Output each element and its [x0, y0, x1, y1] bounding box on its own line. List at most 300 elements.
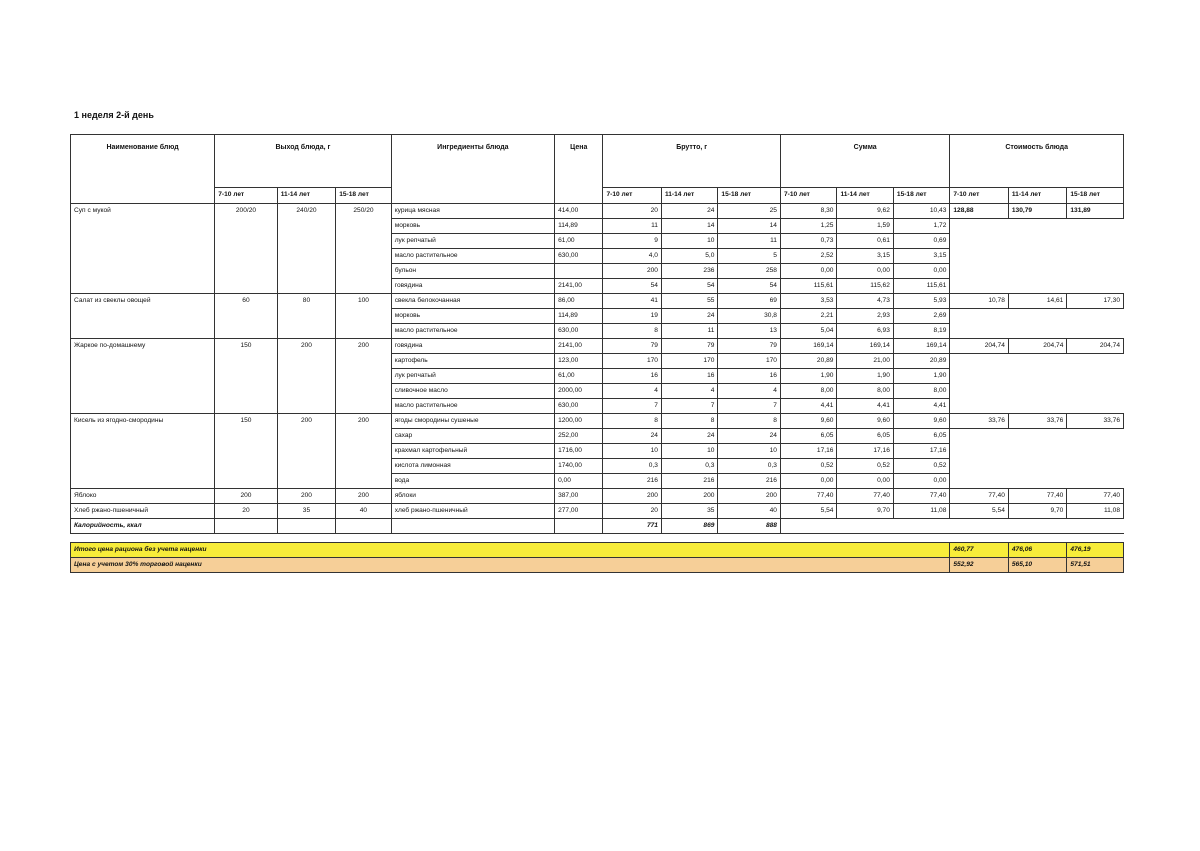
empty-cell [1067, 234, 1124, 249]
dish-cost-cell: 11,08 [1067, 504, 1124, 519]
sum-cell: 77,40 [893, 489, 949, 504]
sum-cell: 3,15 [893, 249, 949, 264]
calories-row [71, 519, 1124, 534]
sum-cell: 8,00 [893, 384, 949, 399]
sum-cell: 3,53 [780, 294, 836, 309]
sum-cell: 20,89 [780, 354, 836, 369]
ingredient-cell: говядина [391, 279, 554, 294]
empty-cell [1008, 279, 1066, 294]
ingredient-cell: свекла белокочанная [391, 294, 554, 309]
yield-cell: 100 [336, 294, 391, 339]
empty-cell [1067, 219, 1124, 234]
brutto-cell: 4 [661, 384, 717, 399]
brutto-cell: 79 [718, 339, 781, 354]
age-group-header: 11-14 лет [837, 188, 893, 204]
sum-cell: 0,00 [837, 474, 893, 489]
sum-cell: 1,90 [893, 369, 949, 384]
brutto-cell: 11 [718, 234, 781, 249]
brutto-cell: 216 [661, 474, 717, 489]
empty-cell [950, 474, 1008, 489]
sum-cell: 0,52 [780, 459, 836, 474]
yield-cell: 200 [336, 489, 391, 504]
empty-cell [950, 399, 1008, 414]
sum-cell: 10,43 [893, 204, 949, 219]
sum-cell: 0,00 [780, 264, 836, 279]
empty-cell [1067, 249, 1124, 264]
header-brutto: Брутто, г [603, 135, 781, 188]
ingredient-cell: морковь [391, 219, 554, 234]
sum-cell: 169,14 [780, 339, 836, 354]
brutto-cell: 14 [718, 219, 781, 234]
brutto-cell: 0,3 [603, 459, 661, 474]
sum-cell: 1,72 [893, 219, 949, 234]
empty-cell [950, 444, 1008, 459]
brutto-cell: 24 [718, 429, 781, 444]
sum-cell: 0,61 [837, 234, 893, 249]
dish-cost-cell: 204,74 [1067, 339, 1124, 354]
yield-cell: 35 [277, 504, 335, 519]
ingredient-cell: яблоки [391, 489, 554, 504]
brutto-cell: 8 [603, 324, 661, 339]
sum-cell: 0,00 [837, 264, 893, 279]
sum-cell: 9,60 [893, 414, 949, 429]
empty-cell [1008, 459, 1066, 474]
sum-cell: 3,15 [837, 249, 893, 264]
brutto-cell: 54 [718, 279, 781, 294]
sum-cell: 115,61 [893, 279, 949, 294]
empty-cell [1008, 384, 1066, 399]
age-group-header: 7-10 лет [603, 188, 661, 204]
yield-cell: 250/20 [336, 204, 391, 294]
total-price-row [71, 543, 1124, 558]
ingredient-cell: ягоды смородины сушеные [391, 414, 554, 429]
brutto-cell: 10 [661, 234, 717, 249]
empty-cell [555, 519, 603, 534]
sum-cell: 4,41 [893, 399, 949, 414]
yield-cell: 80 [277, 294, 335, 339]
empty-cell [1067, 474, 1124, 489]
brutto-cell: 55 [661, 294, 717, 309]
brutto-cell: 10 [718, 444, 781, 459]
markup-price-value: 565,10 [1008, 558, 1066, 573]
table-row [71, 504, 1124, 519]
yield-cell: 150 [215, 414, 278, 489]
price-cell: 1716,00 [555, 444, 603, 459]
calories-value: 888 [718, 519, 781, 534]
dish-cost-cell: 128,88 [950, 204, 1008, 219]
header-dish-name: Наименование блюд [71, 135, 215, 204]
sum-cell: 0,00 [780, 474, 836, 489]
brutto-cell: 79 [661, 339, 717, 354]
brutto-cell: 16 [661, 369, 717, 384]
total-price-label: Итого цена рациона без учета наценки [71, 543, 950, 558]
yield-cell: 200 [336, 339, 391, 414]
yield-cell: 150 [215, 339, 278, 414]
empty-cell [780, 519, 836, 534]
header-price: Цена [555, 135, 603, 204]
dish-cost-cell: 204,74 [1008, 339, 1066, 354]
empty-cell [1008, 264, 1066, 279]
table-body [71, 204, 1124, 573]
ingredient-cell: вода [391, 474, 554, 489]
empty-cell [1008, 519, 1066, 534]
brutto-cell: 0,3 [718, 459, 781, 474]
price-cell: 2141,00 [555, 279, 603, 294]
brutto-cell: 10 [661, 444, 717, 459]
age-group-header: 15-18 лет [336, 188, 391, 204]
price-cell: 252,00 [555, 429, 603, 444]
dish-name-cell: Салат из свеклы овощей [71, 294, 215, 339]
empty-cell [1008, 354, 1066, 369]
brutto-cell: 200 [718, 489, 781, 504]
sum-cell: 0,00 [893, 264, 949, 279]
empty-cell [1067, 279, 1124, 294]
dish-cost-cell: 10,78 [950, 294, 1008, 309]
empty-cell [1008, 249, 1066, 264]
ingredient-cell: курица мясная [391, 204, 554, 219]
yield-cell: 200 [336, 414, 391, 489]
ingredient-cell: морковь [391, 309, 554, 324]
header-yield: Выход блюда, г [215, 135, 391, 188]
sum-cell: 6,93 [837, 324, 893, 339]
empty-cell [1067, 444, 1124, 459]
table-row [71, 414, 1124, 429]
empty-cell [950, 219, 1008, 234]
price-cell: 414,00 [555, 204, 603, 219]
ingredient-cell: кислота лимонная [391, 459, 554, 474]
brutto-cell: 170 [661, 354, 717, 369]
brutto-cell: 24 [603, 429, 661, 444]
brutto-cell: 24 [661, 429, 717, 444]
empty-cell [336, 519, 391, 534]
brutto-cell: 4 [718, 384, 781, 399]
empty-cell [950, 519, 1008, 534]
empty-cell [1067, 519, 1124, 534]
brutto-cell: 7 [661, 399, 717, 414]
sum-cell: 1,90 [780, 369, 836, 384]
brutto-cell: 8 [718, 414, 781, 429]
brutto-cell: 11 [603, 219, 661, 234]
sum-cell: 6,05 [837, 429, 893, 444]
dish-cost-cell: 131,89 [1067, 204, 1124, 219]
sum-cell: 2,52 [780, 249, 836, 264]
empty-cell [950, 234, 1008, 249]
price-cell: 387,00 [555, 489, 603, 504]
document-title: 1 неделя 2-й день [74, 110, 154, 120]
sum-cell: 8,19 [893, 324, 949, 339]
sum-cell: 5,54 [780, 504, 836, 519]
header-cost: Стоимость блюда [950, 135, 1124, 188]
brutto-cell: 5 [718, 249, 781, 264]
brutto-cell: 13 [718, 324, 781, 339]
ingredient-cell: масло растительное [391, 399, 554, 414]
price-cell: 630,00 [555, 249, 603, 264]
price-cell: 1200,00 [555, 414, 603, 429]
dish-name-cell: Кисель из ягодно-смородины [71, 414, 215, 489]
price-cell: 114,89 [555, 219, 603, 234]
sum-cell: 8,00 [780, 384, 836, 399]
empty-cell [1008, 234, 1066, 249]
brutto-cell: 200 [603, 489, 661, 504]
markup-price-label: Цена с учетом 30% торговой наценки [71, 558, 950, 573]
ingredient-cell: сахар [391, 429, 554, 444]
age-group-header: 11-14 лет [277, 188, 335, 204]
total-price-value: 476,06 [1008, 543, 1066, 558]
brutto-cell: 200 [661, 489, 717, 504]
age-group-header: 15-18 лет [1067, 188, 1124, 204]
ingredient-cell: хлеб ржано-пшеничный [391, 504, 554, 519]
sum-cell: 0,52 [837, 459, 893, 474]
brutto-cell: 4 [603, 384, 661, 399]
empty-cell [1067, 324, 1124, 339]
sum-cell: 0,52 [893, 459, 949, 474]
empty-cell [950, 384, 1008, 399]
sum-cell: 6,05 [893, 429, 949, 444]
ingredient-cell: сливочное масло [391, 384, 554, 399]
empty-cell [950, 309, 1008, 324]
dish-name-cell: Суп с мукой [71, 204, 215, 294]
markup-price-value: 552,92 [950, 558, 1008, 573]
table-row [71, 294, 1124, 309]
dish-name-cell: Хлеб ржано-пшеничный [71, 504, 215, 519]
brutto-cell: 8 [603, 414, 661, 429]
sum-cell: 9,62 [837, 204, 893, 219]
empty-cell [950, 354, 1008, 369]
sum-cell: 169,14 [893, 339, 949, 354]
yield-cell: 200 [215, 489, 278, 504]
yield-cell: 200 [277, 414, 335, 489]
price-cell: 0,00 [555, 474, 603, 489]
empty-cell [950, 429, 1008, 444]
empty-cell [1067, 369, 1124, 384]
empty-cell [277, 519, 335, 534]
sum-cell: 5,93 [893, 294, 949, 309]
dish-cost-cell: 9,70 [1008, 504, 1066, 519]
price-cell: 2141,00 [555, 339, 603, 354]
brutto-cell: 16 [603, 369, 661, 384]
empty-cell [950, 369, 1008, 384]
brutto-cell: 8 [661, 414, 717, 429]
yield-cell: 60 [215, 294, 278, 339]
brutto-cell: 10 [603, 444, 661, 459]
brutto-cell: 41 [603, 294, 661, 309]
brutto-cell: 170 [603, 354, 661, 369]
age-group-header: 15-18 лет [893, 188, 949, 204]
sum-cell: 21,00 [837, 354, 893, 369]
menu-cost-table [70, 134, 1124, 573]
empty-cell [1008, 309, 1066, 324]
brutto-cell: 5,0 [661, 249, 717, 264]
sum-cell: 77,40 [837, 489, 893, 504]
empty-cell [215, 519, 278, 534]
ingredient-cell: говядина [391, 339, 554, 354]
brutto-cell: 40 [718, 504, 781, 519]
brutto-cell: 7 [603, 399, 661, 414]
calories-value: 869 [661, 519, 717, 534]
sum-cell: 6,05 [780, 429, 836, 444]
brutto-cell: 170 [718, 354, 781, 369]
dish-cost-cell: 33,76 [1067, 414, 1124, 429]
brutto-cell: 258 [718, 264, 781, 279]
sum-cell: 0,69 [893, 234, 949, 249]
empty-cell [950, 264, 1008, 279]
brutto-cell: 19 [603, 309, 661, 324]
empty-cell [950, 249, 1008, 264]
spacer-row [71, 534, 1124, 543]
sum-cell: 1,90 [837, 369, 893, 384]
price-cell [555, 264, 603, 279]
empty-cell [1008, 399, 1066, 414]
empty-cell [391, 519, 554, 534]
brutto-cell: 4,0 [603, 249, 661, 264]
age-group-header: 11-14 лет [1008, 188, 1066, 204]
brutto-cell: 7 [718, 399, 781, 414]
ingredient-cell: масло растительное [391, 249, 554, 264]
brutto-cell: 25 [718, 204, 781, 219]
ingredient-cell: картофель [391, 354, 554, 369]
age-group-header: 7-10 лет [215, 188, 278, 204]
yield-cell: 200 [277, 339, 335, 414]
sum-cell: 9,70 [837, 504, 893, 519]
table-row [71, 489, 1124, 504]
price-cell: 114,89 [555, 309, 603, 324]
empty-cell [1008, 324, 1066, 339]
empty-cell [1008, 429, 1066, 444]
empty-cell [1067, 264, 1124, 279]
dish-cost-cell: 17,30 [1067, 294, 1124, 309]
brutto-cell: 35 [661, 504, 717, 519]
brutto-cell: 69 [718, 294, 781, 309]
brutto-cell: 0,3 [661, 459, 717, 474]
total-price-value: 476,19 [1067, 543, 1124, 558]
empty-cell [893, 519, 949, 534]
sum-cell: 2,69 [893, 309, 949, 324]
price-cell: 1740,00 [555, 459, 603, 474]
dish-name-cell: Жаркое по-домашнему [71, 339, 215, 414]
brutto-cell: 20 [603, 204, 661, 219]
brutto-cell: 216 [718, 474, 781, 489]
sum-cell: 5,04 [780, 324, 836, 339]
sum-cell: 77,40 [780, 489, 836, 504]
brutto-cell: 200 [603, 264, 661, 279]
calories-label: Калорийность, ккал [71, 519, 215, 534]
sum-cell: 4,41 [780, 399, 836, 414]
empty-cell [837, 519, 893, 534]
sum-cell: 115,62 [837, 279, 893, 294]
empty-cell [1008, 369, 1066, 384]
dish-cost-cell: 130,79 [1008, 204, 1066, 219]
empty-cell [950, 324, 1008, 339]
sum-cell: 1,25 [780, 219, 836, 234]
sum-cell: 2,21 [780, 309, 836, 324]
brutto-cell: 16 [718, 369, 781, 384]
price-cell: 123,00 [555, 354, 603, 369]
dish-cost-cell: 204,74 [950, 339, 1008, 354]
sum-cell: 8,00 [837, 384, 893, 399]
empty-cell [1008, 474, 1066, 489]
markup-price-row [71, 558, 1124, 573]
sum-cell: 17,16 [780, 444, 836, 459]
sum-cell: 115,61 [780, 279, 836, 294]
ingredient-cell: бульон [391, 264, 554, 279]
sum-cell: 17,16 [837, 444, 893, 459]
sum-cell: 0,00 [893, 474, 949, 489]
sum-cell: 4,73 [837, 294, 893, 309]
yield-cell: 200 [277, 489, 335, 504]
yield-cell: 20 [215, 504, 278, 519]
brutto-cell: 9 [603, 234, 661, 249]
age-group-header: 15-18 лет [718, 188, 781, 204]
price-cell: 630,00 [555, 324, 603, 339]
sum-cell: 0,73 [780, 234, 836, 249]
age-group-header: 7-10 лет [780, 188, 836, 204]
price-cell: 630,00 [555, 399, 603, 414]
total-price-value: 460,77 [950, 543, 1008, 558]
empty-cell [1067, 384, 1124, 399]
brutto-cell: 11 [661, 324, 717, 339]
brutto-cell: 54 [603, 279, 661, 294]
empty-cell [1067, 354, 1124, 369]
price-cell: 2000,00 [555, 384, 603, 399]
dish-name-cell: Яблоко [71, 489, 215, 504]
yield-cell: 200/20 [215, 204, 278, 294]
sum-cell: 9,60 [780, 414, 836, 429]
price-cell: 61,00 [555, 234, 603, 249]
brutto-cell: 30,8 [718, 309, 781, 324]
empty-cell [1067, 399, 1124, 414]
dish-cost-cell: 77,40 [1067, 489, 1124, 504]
yield-cell: 240/20 [277, 204, 335, 294]
dish-cost-cell: 33,76 [950, 414, 1008, 429]
price-cell: 86,00 [555, 294, 603, 309]
sum-cell: 9,60 [837, 414, 893, 429]
brutto-cell: 79 [603, 339, 661, 354]
brutto-cell: 216 [603, 474, 661, 489]
brutto-cell: 54 [661, 279, 717, 294]
brutto-cell: 236 [661, 264, 717, 279]
dish-cost-cell: 33,76 [1008, 414, 1066, 429]
table-row [71, 339, 1124, 354]
brutto-cell: 14 [661, 219, 717, 234]
empty-cell [1008, 219, 1066, 234]
spacer-cell [71, 534, 1124, 543]
ingredient-cell: масло растительное [391, 324, 554, 339]
dish-cost-cell: 5,54 [950, 504, 1008, 519]
price-cell: 61,00 [555, 369, 603, 384]
sum-cell: 11,08 [893, 504, 949, 519]
empty-cell [950, 279, 1008, 294]
markup-price-value: 571,51 [1067, 558, 1124, 573]
brutto-cell: 20 [603, 504, 661, 519]
dish-cost-cell: 14,61 [1008, 294, 1066, 309]
ingredient-cell: лук репчатый [391, 369, 554, 384]
sum-cell: 4,41 [837, 399, 893, 414]
calories-value: 771 [603, 519, 661, 534]
sum-cell: 2,93 [837, 309, 893, 324]
empty-cell [950, 459, 1008, 474]
header-sum: Сумма [780, 135, 949, 188]
price-cell: 277,00 [555, 504, 603, 519]
empty-cell [1067, 429, 1124, 444]
age-group-header: 11-14 лет [661, 188, 717, 204]
dish-cost-cell: 77,40 [950, 489, 1008, 504]
brutto-cell: 24 [661, 309, 717, 324]
ingredient-cell: крахмал картофельный [391, 444, 554, 459]
age-group-header: 7-10 лет [950, 188, 1008, 204]
ingredient-cell: лук репчатый [391, 234, 554, 249]
sum-cell: 1,59 [837, 219, 893, 234]
dish-cost-cell: 77,40 [1008, 489, 1066, 504]
